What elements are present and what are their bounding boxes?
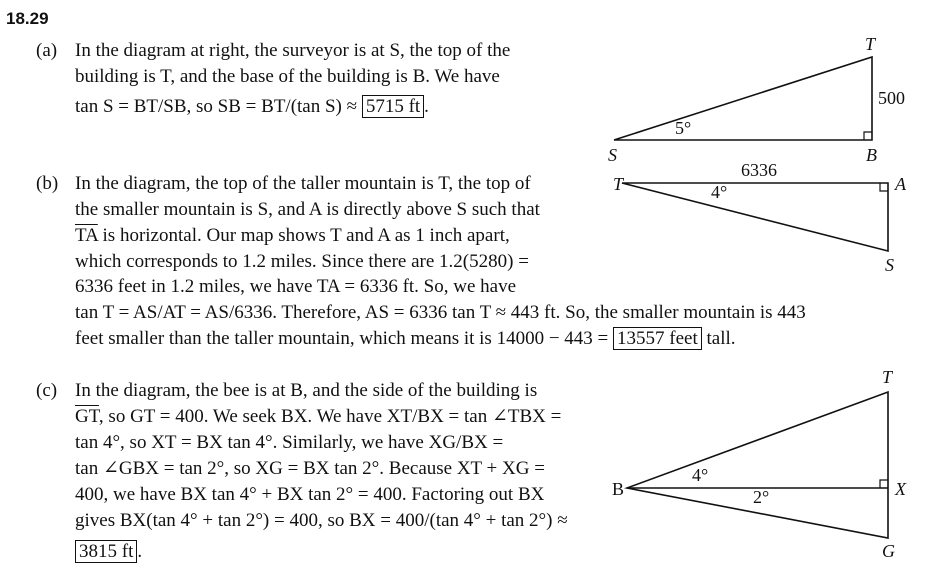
part-c-answer-box: 3815 ft [75, 540, 137, 563]
part-a-line-3-text: tan S = BT/SB, so SB = BT/(tan S) ≈ [75, 96, 358, 117]
label-height-500: 500 [878, 88, 905, 108]
diagram-b [613, 160, 907, 275]
part-a-line-2: building is T, and the base of the building is B. We have [75, 66, 500, 87]
segment-ta: $\overline{TA}$ [75, 225, 98, 246]
label-bottom-g: G [882, 541, 895, 561]
part-b-line-7-text: feet smaller than the taller mountain, which means it is 14000 − 443 = [75, 328, 609, 349]
part-b-line-5: 6336 feet in 1.2 miles, we have TA = 6336 ft. So, we have [75, 276, 517, 297]
part-b-line-6: tan T = AS/AT = AS/6336. Therefore, AS = 6336 tan T ≈ 443 ft. So, the smaller mountain is 443 [75, 302, 806, 323]
label-right-a: A [895, 174, 906, 194]
label-angle-4-b: 4° [711, 182, 728, 202]
part-a-period: . [424, 96, 429, 117]
label-angle-5: 5° [675, 118, 692, 138]
part-a-line-1: In the diagram at right, the surveyor is at S, the top of the [75, 40, 511, 61]
label-top-t-c: T [882, 367, 893, 387]
part-b-answer-box: 13557 feet [613, 327, 702, 350]
label-top-t: T [865, 34, 876, 54]
problem-number: 18.29 [6, 9, 49, 28]
right-angle-marker-a [864, 132, 872, 140]
part-b-line-3-text: is horizontal. Our map shows T and A as 1 inch apart, [97, 225, 510, 246]
label-distance-6336: 6336 [741, 160, 777, 180]
part-a-label: (a) [36, 40, 58, 61]
part-c-line-6: gives BX(tan 4° + tan 2°) = 400, so BX = 400/(tan 4° + tan 2°) ≈ [75, 510, 568, 531]
diagram-a [608, 34, 905, 165]
label-surveyor-s: S [608, 145, 617, 165]
part-c-line-1: In the diagram, the bee is at B, and the side of the building is [75, 380, 538, 401]
label-bee-b: B [612, 479, 625, 499]
label-bottom-s: S [885, 255, 894, 275]
triangle-a [614, 57, 872, 140]
part-b-line-4: which corresponds to 1.2 miles. Since there are 1.2(5280) = [75, 251, 529, 272]
label-mid-x: X [895, 479, 906, 499]
part-c-line-4: tan ∠GBX = tan 2°, so XG = BX tan 2°. Because XT + XG = [75, 458, 545, 479]
label-base-b: B [866, 145, 877, 165]
right-angle-marker-c [880, 480, 888, 488]
part-c-line-3: tan 4°, so XT = BX tan 4°. Similarly, we have XG/BX = [75, 432, 504, 453]
part-c-period: . [137, 541, 143, 562]
part-b-label: (b) [36, 173, 59, 194]
triangle-c [627, 392, 888, 538]
right-angle-marker-b [880, 183, 888, 191]
part-c-line-5: 400, we have BX tan 4° + BX tan 2° = 400. Factoring out BX [75, 484, 545, 505]
part-b-line-1: In the diagram, the top of the taller mountain is T, the top of [75, 173, 531, 194]
label-angle-2-c: 2° [753, 487, 770, 507]
triangle-b [622, 183, 888, 251]
part-c-label: (c) [36, 380, 58, 401]
part-c-line-2-text: , so GT = 400. We seek BX. We have XT/BX = tan ∠TBX = [98, 406, 562, 427]
part-b-line-2: the smaller mountain is S, and A is directly above S such that [75, 199, 540, 220]
part-b-line-7-end: tall. [706, 328, 736, 349]
label-angle-4-c: 4° [692, 465, 709, 485]
diagram-c [612, 367, 907, 561]
part-a-answer-box: 5715 ft [362, 95, 424, 118]
segment-gt: $\overline{GT}$ [75, 406, 99, 427]
label-left-t: T [613, 174, 624, 194]
